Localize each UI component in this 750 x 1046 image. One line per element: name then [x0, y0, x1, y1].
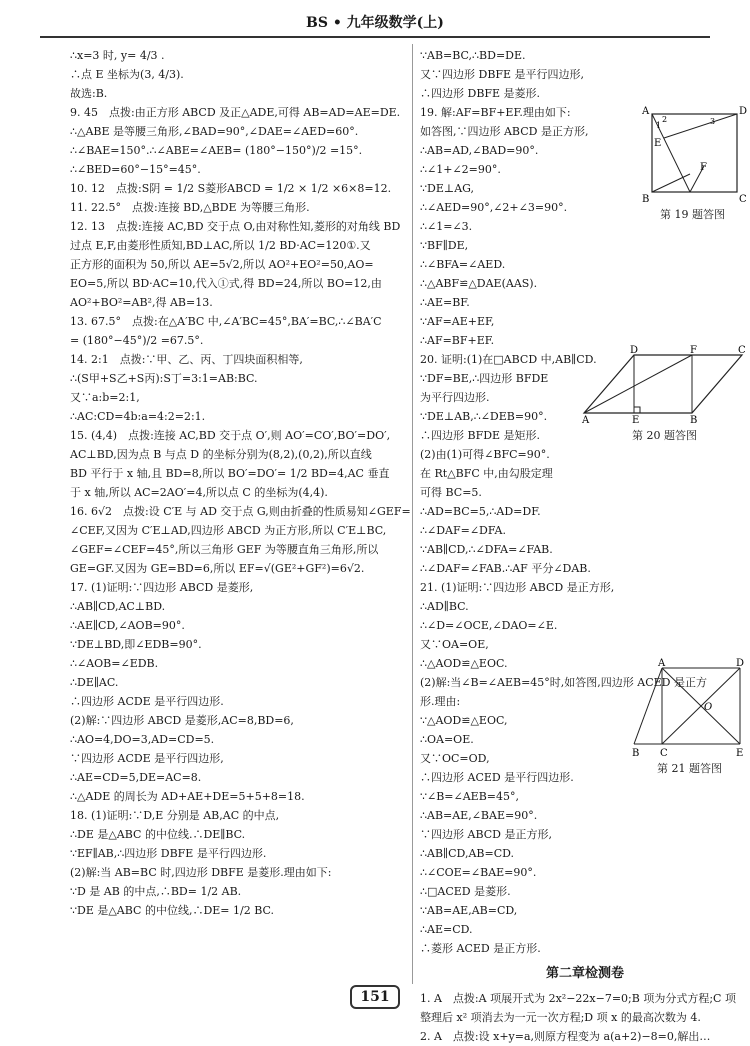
fig20-label-C: C [738, 345, 746, 356]
right-b-line: 2. A 点拨:设 x+y=a,则原方程变为 a(a+2)−8=0,解出… [420, 1030, 711, 1043]
left-line: 于 x 轴,所以 AC=2AO′=4,所以点 C 的坐标为(4,4). [70, 486, 328, 499]
fig19-label-E: E [654, 138, 662, 149]
right-line: ∴AE=BF. [420, 296, 470, 309]
left-line: AO²+BO²=AB²,得 AB=13. [70, 296, 213, 309]
left-line: ∴AB∥CD,AC⊥BD. [70, 600, 166, 613]
left-line: ∵DE 是△ABC 的中位线,∴DE= 1/2 BC. [70, 904, 275, 917]
section-title: 第二章检测卷 [545, 966, 624, 981]
figure-21 [632, 658, 747, 776]
left-line: ∴AO=4,DO=3,AD=CD=5. [70, 733, 215, 746]
figure-19-caption: 第 19 题答图 [660, 208, 725, 221]
left-line: ∴DE∥AC. [70, 676, 119, 689]
left-line: ∴AC:CD=4b:a=4:2=2:1. [70, 410, 206, 423]
left-line: 15. (4,4) 点拨:连接 AC,BD 交于点 O′,则 AO′=CO′,BO′=DO′, [70, 429, 391, 442]
right-line: ∴∠AED=90°,∠2+∠3=90°. [420, 201, 568, 214]
fig20-label-D: D [630, 345, 639, 356]
right-b-line: 1. A 点拨:A 项展开式为 2x²−22x−7=0;B 项为分式方程;C 项 [420, 992, 736, 1005]
right-line: ∴∠1=∠3. [420, 220, 473, 233]
left-line: GE=GF.又因为 GE=BD=6,所以 EF=√(GE²+GF²)=6√2. [70, 562, 365, 575]
right-line: ∵AB∥CD,∴∠DFA=∠FAB. [420, 543, 553, 556]
right-line: ∴△AOD≌△EOC. [420, 657, 508, 670]
header-rule [40, 36, 710, 38]
left-column [70, 46, 410, 920]
fig21-label-B: B [632, 748, 640, 759]
figure-21-diagram [632, 658, 747, 758]
left-line: ∠CEF,又因为 C′E⊥AD,四边形 ABCD 为正方形,所以 C′E⊥BC, [70, 524, 387, 537]
fig21-label-D: D [736, 658, 745, 669]
left-line: (2)解:∵四边形 ABCD 是菱形,AC=8,BD=6, [70, 714, 294, 727]
left-line: ∴∠AOB=∠EDB. [70, 657, 159, 670]
figure-20 [582, 345, 747, 443]
right-line: ∴四边形 BFDE 是矩形. [420, 429, 541, 442]
left-line: ∴∠BED=60°−15°=45°. [70, 163, 201, 176]
figure-20-diagram [582, 345, 747, 425]
fig19-label-3: 3 [710, 117, 716, 126]
left-line: 故选:B. [70, 87, 108, 100]
right-line: ∵DE⊥AB,∴∠DEB=90°. [420, 410, 548, 423]
right-line: ∴AB=AE,∠BAE=90°. [420, 809, 538, 822]
fig21-label-C: C [660, 748, 668, 759]
left-line: ∵EF∥AB,∴四边形 DBFE 是平行四边形. [70, 847, 267, 860]
right-line: 在 Rt△BFC 中,由勾股定理 [420, 467, 553, 480]
left-line: BD 平行于 x 轴,且 BD=8,所以 BO′=DO′= 1/2 BD=4,AC 垂直 [70, 467, 390, 480]
left-line: 10. 12 点拨:S阴 = 1/2 S菱形ABCD = 1/2 × 1/2 ×6×8=12. [70, 182, 392, 195]
left-line: 12. 13 点拨:连接 AC,BD 交于点 O,由对称性知,菱形的对角线 BD [70, 220, 401, 233]
figure-19 [640, 104, 748, 222]
left-line: AC⊥BD,因为点 B 与点 D 的坐标分别为(8,2),(0,2),所以直线 [70, 448, 372, 461]
right-line: ∴菱形 ACED 是正方形. [420, 942, 541, 955]
right-line: ∵DE⊥AG, [420, 182, 475, 195]
fig21-label-O: O [704, 702, 713, 713]
figure-20-caption: 第 20 题答图 [632, 429, 697, 442]
right-line: 又∵OA=OE, [420, 638, 489, 651]
right-line: (2)解:当∠B=∠AEB=45°时,如答图,四边形 ACED 是正方 [420, 676, 707, 689]
fig19-label-1: 1 [656, 121, 662, 130]
right-line: 又∵四边形 DBFE 是平行四边形, [420, 68, 585, 81]
left-line: 13. 67.5° 点拨:在△A′BC 中,∠A′BC=45°,BA′=BC,∴∠BA′C [70, 315, 382, 328]
left-line: 14. 2:1 点拨:∵甲、乙、丙、丁四块面积相等, [70, 353, 303, 366]
right-line: 可得 BC=5. [420, 486, 482, 499]
right-line: ∵DF=BE,∴四边形 BFDE [420, 372, 549, 385]
page-header [0, 0, 750, 40]
left-line: ∴(S甲+S乙+S丙):S丁=3:1=AB:BC. [70, 372, 258, 385]
right-line: ∴△ABF≌△DAE(AAS). [420, 277, 538, 290]
right-line: ∵AF=AE+EF, [420, 315, 495, 328]
right-line: 又∵OC=OD, [420, 752, 490, 765]
left-line: ∵D 是 AB 的中点,∴BD= 1/2 AB. [70, 885, 242, 898]
right-line: ∵AB=BC,∴BD=DE. [420, 49, 526, 62]
fig19-label-2: 2 [662, 115, 668, 124]
left-line: ∵四边形 ACDE 是平行四边形, [70, 752, 224, 765]
right-line: ∵∠B=∠AEB=45°, [420, 790, 519, 803]
right-line: ∴∠BFA=∠AED. [420, 258, 506, 271]
left-line: ∴AE∥CD,∠AOB=90°. [70, 619, 185, 632]
left-line: 18. (1)证明:∵D,E 分别是 AB,AC 的中点, [70, 809, 280, 822]
left-line: ∴点 E 坐标为(3, 4/3). [70, 68, 184, 81]
right-line: (2)由(1)可得∠BFC=90°. [420, 448, 550, 461]
right-line: ∴四边形 DBFE 是菱形. [420, 87, 541, 100]
right-line: ∴AE=CD. [420, 923, 473, 936]
right-line: ∴∠D=∠OCE,∠DAO=∠E. [420, 619, 558, 632]
right-line: ∵四边形 ABCD 是正方形, [420, 828, 552, 841]
left-line: 又∵a:b=2:1, [70, 391, 140, 404]
right-line: ∴∠1+∠2=90°. [420, 163, 501, 176]
right-line: ∴四边形 ACED 是平行四边形. [420, 771, 574, 784]
right-line: ∴∠DAF=∠DFA. [420, 524, 506, 537]
fig19-label-B: B [642, 194, 650, 205]
left-line: 16. 6√2 点拨:设 C′E 与 AD 交于点 G,则由折叠的性质易知∠GEF= [70, 505, 411, 518]
right-line: ∴AB=AD,∠BAD=90°. [420, 144, 539, 157]
right-line: 如答图,∵四边形 ABCD 是正方形, [420, 125, 589, 138]
fig21-label-A: A [658, 658, 666, 669]
left-line: (2)解:当 AB=BC 时,四边形 DBFE 是菱形.理由如下: [70, 866, 332, 879]
fig20-label-A: A [582, 415, 590, 426]
left-line: EO=5,所以 BD·AC=10,代入①式,得 BD=24,所以 BO=12,由 [70, 277, 382, 290]
left-line: 过点 E,F,由菱形性质知,BD⊥AC,所以 1/2 BD·AC=120①.又 [70, 239, 371, 252]
left-line: ∴∠BAE=150°.∴∠ABE=∠AEB= (180°−150°)/2 =15°. [70, 144, 363, 157]
right-b-line: 整理后 x² 项消去为一元一次方程;D 项 x 的最高次数为 4. [420, 1011, 701, 1024]
left-line: ∴△ABE 是等腰三角形,∠BAD=90°,∠DAE=∠AED=60°. [70, 125, 359, 138]
left-line: ∴AE=CD=5,DE=AC=8. [70, 771, 202, 784]
fig20-label-B: B [690, 415, 698, 426]
right-line: ∵△AOD≌△EOC, [420, 714, 508, 727]
right-line: 21. (1)证明:∵四边形 ABCD 是正方形, [420, 581, 615, 594]
fig19-label-D: D [739, 106, 748, 117]
column-divider [412, 44, 413, 984]
left-line: = (180°−45°)/2 =67.5°. [70, 334, 204, 347]
right-line: ∴∠DAF=∠FAB.∴AF 平分∠DAB. [420, 562, 591, 575]
right-line: 形.理由: [420, 695, 461, 708]
header-title: BS • 九年级数学(上) [306, 15, 444, 31]
fig19-label-A: A [642, 106, 650, 117]
right-line: 为平行四边形. [420, 391, 490, 404]
right-line: ∴AB∥CD,AB=CD. [420, 847, 515, 860]
left-line: 正方形的面积为 50,所以 AE=5√2,所以 AO²+EO²=50,AO= [70, 258, 374, 271]
left-line: 17. (1)证明:∵四边形 ABCD 是菱形, [70, 581, 254, 594]
page-number-text: 151 [350, 985, 399, 1009]
right-line: ∵AB=AE,AB=CD, [420, 904, 518, 917]
fig19-label-F: F [700, 162, 707, 173]
left-line: 11. 22.5° 点拨:连接 BD,△BDE 为等腰三角形. [70, 201, 310, 214]
right-line: 20. 证明:(1)在□ABCD 中,AB∥CD. [420, 353, 597, 366]
fig21-label-E: E [736, 748, 744, 759]
figure-21-caption: 第 21 题答图 [657, 762, 722, 775]
page-number [345, 985, 405, 1015]
figure-19-diagram [640, 104, 748, 205]
left-line: 9. 45 点拨:由正方形 ABCD 及正△ADE,可得 AB=AD=AE=DE. [70, 106, 401, 119]
right-line: ∴AD∥BC. [420, 600, 469, 613]
right-line: ∴AF=BF+EF. [420, 334, 495, 347]
right-line: ∴□ACED 是菱形. [420, 885, 511, 898]
left-line: ∵DE⊥BD,即∠EDB=90°. [70, 638, 202, 651]
left-line: ∴DE 是△ABC 的中位线.∴DE∥BC. [70, 828, 246, 841]
right-line: ∵BF∥DE, [420, 239, 469, 252]
right-line: ∴OA=OE. [420, 733, 474, 746]
left-line: ∴△ADE 的周长为 AD+AE+DE=5+5+8=18. [70, 790, 305, 803]
fig19-label-C: C [739, 194, 747, 205]
right-line: ∴AD=BC=5,∴AD=DF. [420, 505, 541, 518]
left-line: ∴四边形 ACDE 是平行四边形. [70, 695, 224, 708]
fig20-label-F: F [690, 345, 697, 356]
left-line: ∠GEF=∠CEF=45°,所以三角形 GEF 为等腰直角三角形,所以 [70, 543, 379, 556]
right-line: 19. 解:AF=BF+EF.理由如下: [420, 106, 571, 119]
fig20-label-E: E [632, 415, 640, 426]
right-line: ∴∠COE=∠BAE=90°. [420, 866, 537, 879]
left-line: ∴x=3 时, y= 4/3 . [70, 49, 165, 62]
